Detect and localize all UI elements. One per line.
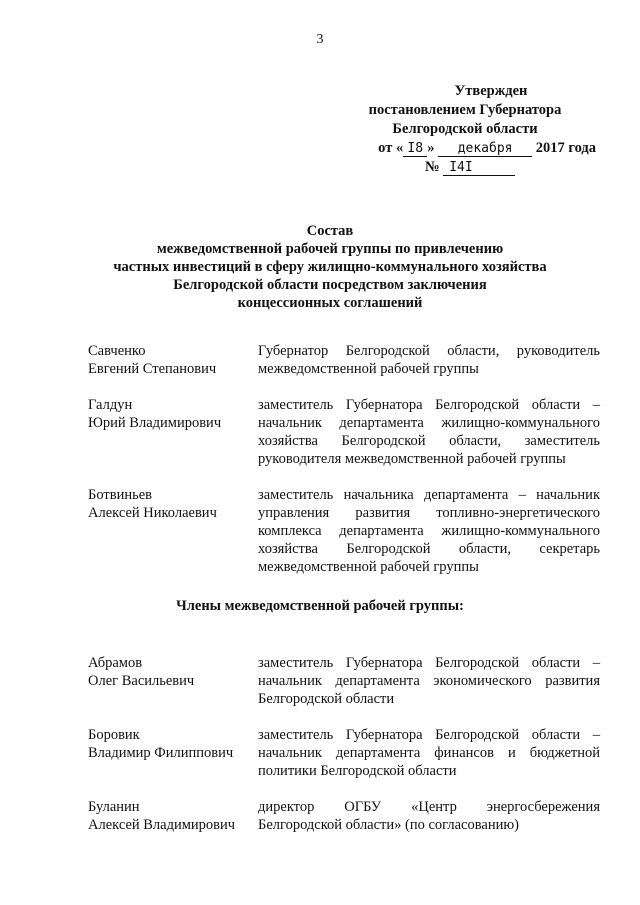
list-item bbox=[88, 396, 600, 468]
handwritten-month: декабря bbox=[438, 141, 532, 157]
surname: Боровик bbox=[88, 727, 140, 743]
handwritten-number: I4I bbox=[443, 160, 515, 176]
person-name bbox=[88, 396, 258, 468]
given-names: Алексей Николаевич bbox=[88, 505, 217, 521]
handwritten-day: I8 bbox=[403, 141, 427, 157]
date-prefix: от « bbox=[378, 140, 404, 156]
given-names: Олег Васильевич bbox=[88, 673, 195, 689]
title-line-3: частных инвестиций в сферу жилищно-коммунального хозяйства bbox=[113, 259, 547, 275]
title-line-1: Состав bbox=[306, 223, 354, 239]
list-item bbox=[88, 342, 600, 378]
person-role: заместитель Губернатора Белгородской области – начальник департамента экономического развития Белгородской области bbox=[258, 655, 600, 707]
number-sign: № bbox=[425, 159, 440, 175]
person-role: директор ОГБУ «Центр энергосбережения Белгородской области» (по согласованию) bbox=[258, 799, 600, 833]
person-name bbox=[88, 798, 258, 834]
approval-block bbox=[330, 82, 600, 177]
surname: Абрамов bbox=[88, 655, 143, 671]
person-role: заместитель начальника департамента – начальник управления развития топливно-энергетического комплекса департамента жилищно-коммунального хозяйства Белгородской области, секретарь межведомственной рабочей группы bbox=[258, 487, 600, 575]
date-mid: » bbox=[427, 140, 435, 156]
list-item bbox=[88, 726, 600, 780]
person-name bbox=[88, 726, 258, 780]
approval-line-3: Белгородской области bbox=[392, 121, 538, 137]
surname: Галдун bbox=[88, 397, 133, 413]
surname: Ботвиньев bbox=[88, 487, 152, 503]
title-line-2: межведомственной рабочей группы по привлечению bbox=[156, 241, 504, 257]
page-number: 3 bbox=[316, 32, 324, 47]
approval-date-line bbox=[330, 139, 600, 158]
approval-line-2: постановлением Губернатора bbox=[368, 102, 562, 118]
person-name bbox=[88, 486, 258, 576]
list-item bbox=[88, 486, 600, 576]
surname: Буланин bbox=[88, 799, 140, 815]
approval-heading: Утвержден bbox=[454, 83, 528, 99]
given-names: Владимир Филиппович bbox=[88, 745, 234, 761]
members-heading: Члены межведомственной рабочей группы: bbox=[176, 598, 464, 614]
person-name bbox=[88, 654, 258, 708]
person-role: заместитель Губернатора Белгородской области – начальник департамента финансов и бюджетной политики Белгородской области bbox=[258, 727, 600, 779]
list-item bbox=[88, 654, 600, 708]
given-names: Евгений Степанович bbox=[88, 361, 217, 377]
given-names: Юрий Владимирович bbox=[88, 415, 222, 431]
approval-number-line bbox=[330, 158, 600, 177]
members-list bbox=[88, 654, 600, 834]
leadership-list bbox=[88, 342, 600, 576]
person-name bbox=[88, 342, 258, 378]
person-role: заместитель Губернатора Белгородской области – начальник департамента жилищно-коммунального хозяйства Белгородской области, заместитель руководителя межведомственной рабочей группы bbox=[258, 397, 600, 467]
title-line-4: Белгородской области посредством заключения bbox=[173, 277, 487, 293]
given-names: Алексей Владимирович bbox=[88, 817, 236, 833]
list-item bbox=[88, 798, 600, 834]
title-line-5: концессионных соглашений bbox=[237, 295, 423, 311]
surname: Савченко bbox=[88, 343, 146, 359]
person-role: Губернатор Белгородской области, руководитель межведомственной рабочей группы bbox=[258, 343, 600, 377]
document-title bbox=[70, 222, 590, 312]
date-year: 2017 года bbox=[535, 140, 596, 156]
